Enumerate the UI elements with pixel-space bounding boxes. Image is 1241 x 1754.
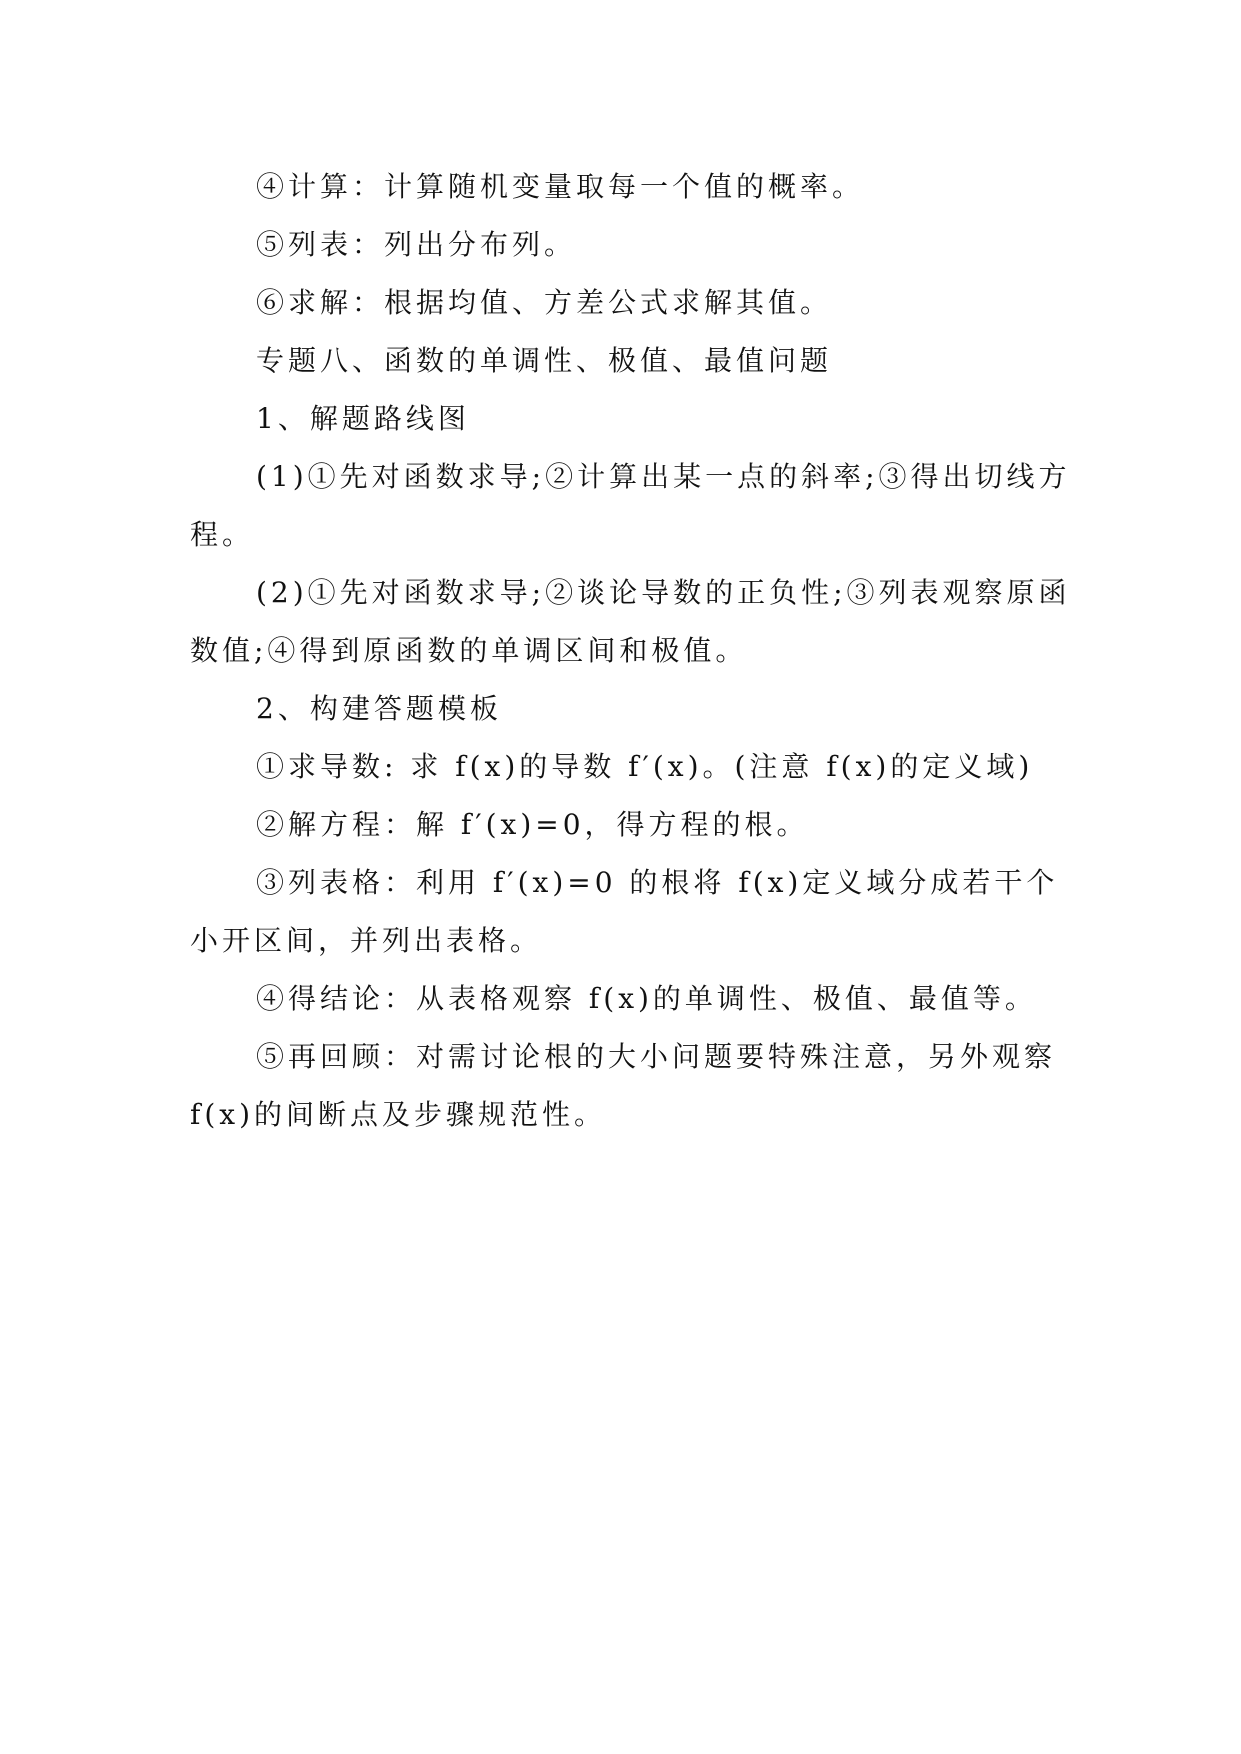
document-body (190, 158, 1075, 1144)
section-heading-topic-eight: 专题八、函数的单调性、极值、最值问题 (256, 344, 833, 377)
paragraph-template-step-2: ②解方程：解 f′(x)=0，得方程的根。 (256, 808, 809, 841)
paragraph-template-step-3: ③列表格：利用 f′(x)=0 的根将 f(x)定义域分成若干个小开区间，并列出表格。 (190, 866, 1059, 957)
paragraph-template-step-4: ④得结论：从表格观察 f(x)的单调性、极值、最值等。 (256, 982, 1037, 1015)
paragraph-template-step-1: ①求导数: 求 f(x)的导数 f′(x)。(注意 f(x)的定义域) (256, 750, 1034, 783)
paragraph-step-list: ⑤列表：列出分布列。 (256, 228, 577, 261)
paragraph-step-solve: ⑥求解：根据均值、方差公式求解其值。 (256, 286, 833, 319)
subheading-answer-template: 2、构建答题模板 (256, 692, 502, 725)
subheading-solution-roadmap: 1、解题路线图 (256, 402, 470, 435)
paragraph-roadmap-1: (1)①先对函数求导;②计算出某一点的斜率;③得出切线方程。 (190, 460, 1071, 551)
paragraph-template-step-5: ⑤再回顾：对需讨论根的大小问题要特殊注意，另外观察 f(x)的间断点及步骤规范性。 (190, 1040, 1057, 1131)
paragraph-step-calculate: ④计算：计算随机变量取每一个值的概率。 (256, 170, 865, 203)
paragraph-roadmap-2: (2)①先对函数求导;②谈论导数的正负性;③列表观察原函数值;④得到原函数的单调区间和极值。 (190, 576, 1071, 667)
